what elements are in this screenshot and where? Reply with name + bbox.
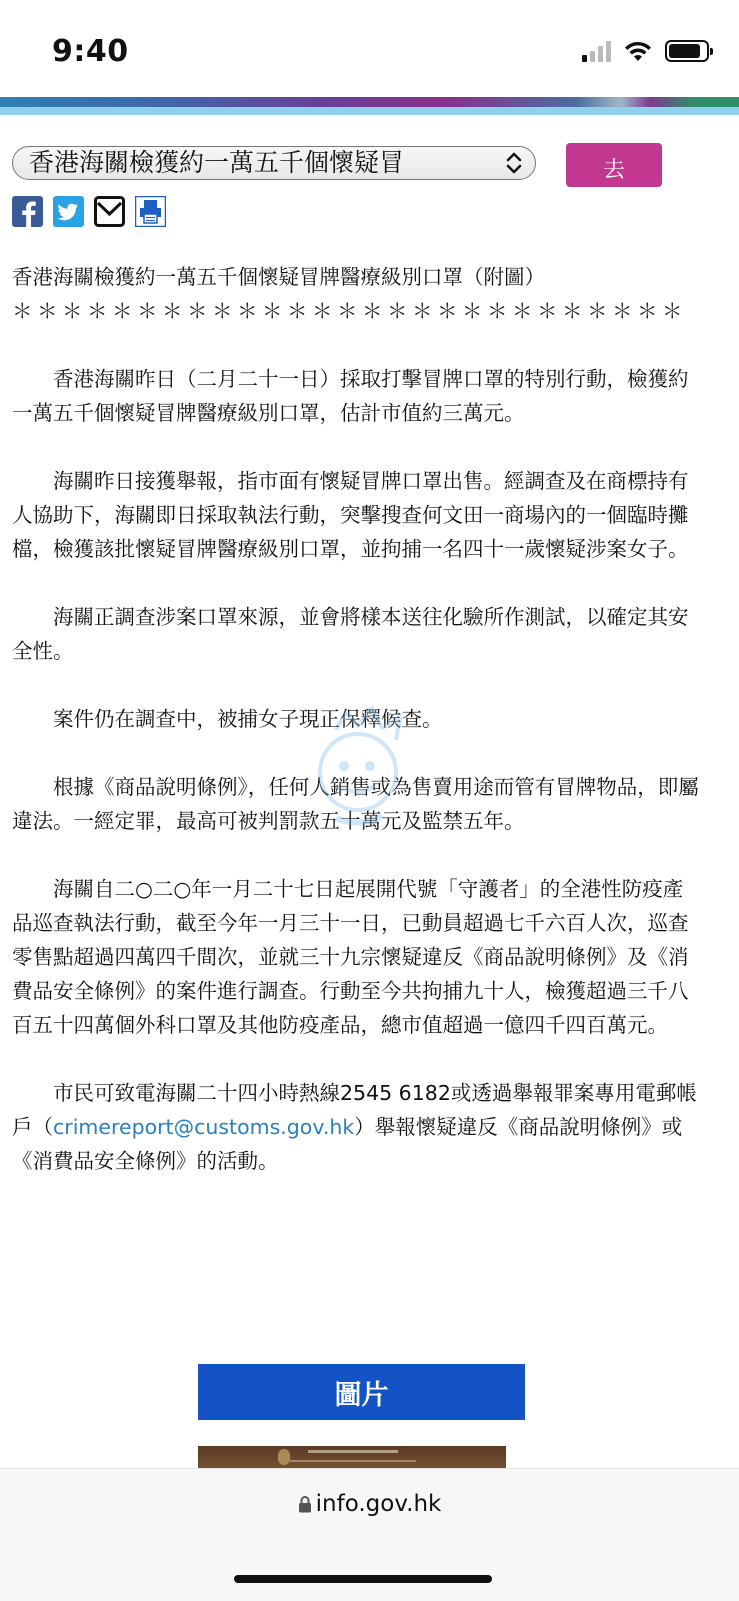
article-paragraph: 根據《商品說明條例》，任何人銷售或為售賣用途而管有冒牌物品，即屬違法。一經定罪，最高可被判罰款五十萬元及監禁五年。 — [12, 775, 699, 833]
watermark-mascot-icon — [296, 700, 426, 840]
site-banner-strip — [0, 97, 739, 115]
cellular-signal-icon — [582, 40, 611, 62]
print-icon[interactable] — [135, 196, 166, 227]
crimereport-email-link[interactable]: crimereport@customs.gov.hk — [53, 1115, 355, 1139]
status-time: 9:40 — [52, 34, 129, 69]
article-title: 香港海關檢獲約一萬五千個懷疑冒牌醫療級別口罩（附圖） — [12, 265, 545, 289]
select-value: 香港海關檢獲約一萬五千個懷疑冒 — [29, 148, 405, 177]
browser-url-bar[interactable] — [0, 1468, 739, 1601]
article-paragraph-hotline — [12, 1076, 702, 1178]
article-paragraph: 香港海關昨日（二月二十一日）採取打擊冒牌口罩的特別行動，檢獲約一萬五千個懷疑冒牌醫療級別口罩，估計市值約三萬元。 — [12, 367, 689, 425]
article-paragraph: 海關昨日接獲舉報，指市面有懷疑冒牌口罩出售。經調查及在商標持有人協助下，海關即日採取執法行動，突擊搜查何文田一商場內的一個臨時攤檔，檢獲該批懷疑冒牌醫療級別口罩，並拘捕一名四十一歲懷疑涉案女子。 — [12, 469, 689, 561]
article-paragraph: 海關正調查涉案口罩來源，並會將樣本送往化驗所作測試，以確定其安全性。 — [12, 605, 689, 663]
wifi-icon — [623, 40, 653, 62]
picture-section-heading: 圖片 — [198, 1364, 525, 1420]
url-text: info.gov.hk — [315, 1491, 442, 1517]
email-icon[interactable] — [94, 196, 125, 227]
go-button[interactable]: 去 — [566, 143, 662, 187]
twitter-icon[interactable] — [53, 196, 84, 227]
share-icons-row — [12, 196, 166, 227]
article-star-divider: ＊＊＊＊＊＊＊＊＊＊＊＊＊＊＊＊＊＊＊＊＊＊＊＊＊＊＊ — [12, 299, 687, 323]
article-paragraph: 案件仍在調查中，被捕女子現正保釋候查。 — [53, 707, 443, 731]
status-bar — [0, 0, 739, 96]
status-icons — [582, 40, 709, 62]
select-chevron-icon — [505, 149, 523, 177]
url-display[interactable] — [0, 1491, 739, 1517]
hotline-text-after: ）舉報懷疑違反《商品說明條例》或《消費品安全條例》的活動。 — [12, 1115, 683, 1173]
press-release-select[interactable] — [12, 146, 536, 180]
facebook-icon[interactable] — [12, 196, 43, 227]
battery-icon — [665, 40, 709, 62]
article-paragraph: 海關自二○二○年一月二十七日起展開代號「守護者」的全港性防疫產品巡查執法行動，截至今年一月三十一日，已動員超過七千六百人次，巡查零售點超過四萬四千間次，並就三十九宗懷疑違反《商品說明條例》及《消費品安全條例》的案件進行調查。行動至今共拘捕九十人，檢獲超過三千八百五十四萬個外科口罩及其他防疫產品，總市值超過一億四千四百萬元。 — [12, 877, 689, 1037]
lock-icon — [298, 1495, 312, 1513]
hotline-text-before: 市民可致電海關二十四小時熱線2545 6182或透過舉報罪案專用電郵帳戶（ — [12, 1081, 697, 1139]
home-indicator[interactable] — [234, 1575, 492, 1583]
